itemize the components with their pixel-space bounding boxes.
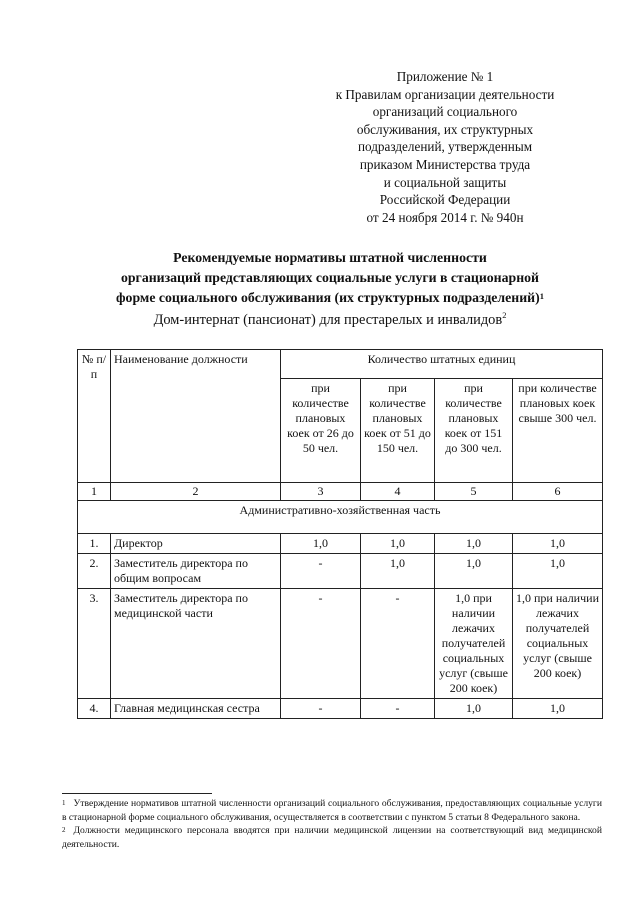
appendix-line: и социальной защиты — [383, 174, 507, 190]
header-sub-4: при количестве плановых коек свыше 300 чел. — [513, 379, 603, 483]
header-num: № п/п — [78, 350, 111, 483]
footnote-text: Должности медицинского персонала вводятся при наличии медицинской лицензии на соответствующий вид медицинской деятельности. — [62, 825, 602, 850]
appendix-line: обслуживания, их структурных — [356, 121, 534, 137]
footnote-text: Утверждение нормативов штатной численности организаций социального обслуживания, предоставляющих социальные услуги в стационарной форме социального обслуживания, осуществляется в соответствии с пунктом 5 статьи 8 Федерального закона. — [62, 798, 602, 823]
section-title: Административно-хозяйственная часть — [78, 501, 603, 534]
table-row — [78, 589, 603, 699]
row-value-1: 1,0 — [281, 534, 361, 554]
table-row — [78, 699, 603, 719]
row-position: Главная медицинская сестра — [111, 699, 281, 719]
header-sub-1: при количестве плановых коек от 26 до 50 чел. — [281, 379, 361, 483]
title-line: организаций представляющих социальные услуги в стационарной — [120, 270, 539, 285]
row-position: Заместитель директора по медицинской части — [111, 589, 281, 699]
title-line: Рекомендуемые нормативы штатной численности — [173, 250, 487, 265]
footnote-mark: 2 — [62, 826, 66, 834]
title-line-text: форме социального обслуживания (их структурных подразделений) — [116, 290, 540, 305]
table-row — [78, 554, 603, 589]
row-value-1: - — [281, 699, 361, 719]
row-num: 3. — [78, 589, 111, 699]
row-num: 1. — [78, 534, 111, 554]
footnote-mark: 1 — [62, 799, 66, 807]
row-value-1: - — [281, 554, 361, 589]
staffing-table — [77, 349, 603, 719]
footnote-mark: 1 — [539, 291, 544, 301]
row-position: Заместитель директора по общим вопросам — [111, 554, 281, 589]
col-number: 1 — [78, 483, 111, 501]
footnote — [62, 824, 602, 851]
document-title — [60, 248, 600, 308]
row-value-1: - — [281, 589, 361, 699]
appendix-line: приказом Министерства труда — [359, 156, 531, 172]
row-value-4: 1,0 — [513, 699, 603, 719]
col-number: 6 — [513, 483, 603, 501]
title-line — [60, 288, 600, 308]
appendix-line: Приложение № 1 — [396, 69, 494, 84]
col-number: 3 — [281, 483, 361, 501]
col-number: 2 — [111, 483, 281, 501]
section-row — [78, 501, 603, 534]
table-row — [78, 534, 603, 554]
row-num: 2. — [78, 554, 111, 589]
document-subtitle — [90, 312, 570, 329]
subtitle-text: Дом-интернат (пансионат) для престарелых и инвалидов — [153, 312, 503, 328]
row-value-2: 1,0 — [361, 534, 435, 554]
row-value-3: 1,0 — [435, 534, 513, 554]
header-sub-3: при количестве плановых коек от 151 до 300 чел. — [435, 379, 513, 483]
footnote-divider — [62, 793, 212, 794]
row-value-3: 1,0 — [435, 699, 513, 719]
row-value-4: 1,0 — [513, 554, 603, 589]
table-header-row — [78, 350, 603, 379]
col-number: 4 — [361, 483, 435, 501]
row-value-4: 1,0 — [513, 534, 603, 554]
header-quantity: Количество штатных единиц — [281, 350, 603, 379]
col-number: 5 — [435, 483, 513, 501]
header-sub-2: при количестве плановых коек от 51 до 150 чел. — [361, 379, 435, 483]
row-position: Директор — [111, 534, 281, 554]
column-numbers-row — [78, 483, 603, 501]
row-value-3: 1,0 — [435, 554, 513, 589]
row-value-3: 1,0 при наличии лежачих получателей социальных услуг (свыше 200 коек) — [435, 589, 513, 699]
row-value-2: - — [361, 589, 435, 699]
footnotes — [62, 797, 602, 851]
appendix-header — [300, 68, 590, 226]
appendix-line: подразделений, утвержденным — [357, 139, 533, 155]
footnote — [62, 797, 602, 824]
appendix-line: организаций социального — [372, 104, 518, 120]
appendix-line: к Правилам организации деятельности — [335, 86, 555, 102]
appendix-line: от 24 ноября 2014 г. № 940н — [366, 209, 524, 225]
row-value-2: - — [361, 699, 435, 719]
row-num: 4. — [78, 699, 111, 719]
footnote-mark: 2 — [502, 310, 507, 320]
header-position: Наименование должности — [111, 350, 281, 483]
appendix-line: Российской Федерации — [379, 192, 511, 208]
row-value-2: 1,0 — [361, 554, 435, 589]
row-value-4: 1,0 при наличии лежачих получателей социальных услуг (свыше 200 коек) — [513, 589, 603, 699]
